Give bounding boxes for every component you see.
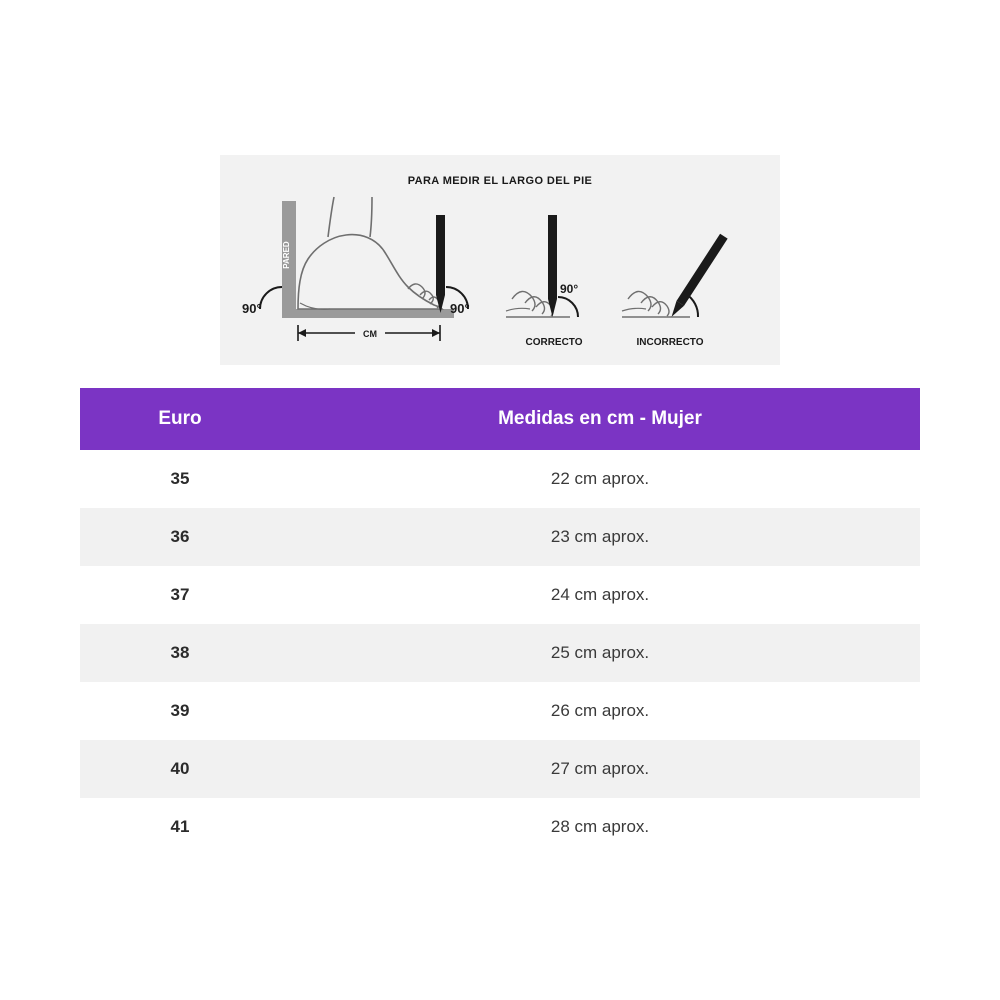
table-row: [80, 624, 920, 682]
cell-cm: 24 cm aprox.: [550, 585, 650, 604]
pencil-tilted: [668, 234, 728, 319]
angle-label-left: 90°: [242, 301, 262, 316]
table-header: [80, 388, 920, 450]
cell-cm: 28 cm aprox.: [550, 817, 650, 836]
header-measurements: Medidas en cm - Mujer: [280, 388, 920, 450]
cell-euro: 38: [170, 643, 190, 662]
header-euro: Euro: [80, 388, 280, 450]
foot-outline: [298, 235, 442, 309]
cell-euro: 36: [170, 527, 190, 546]
angle-arc-left: [260, 287, 282, 309]
table-body: [80, 450, 920, 856]
cm-arrow-left: [298, 329, 306, 337]
pencil-tip-correct: [548, 299, 557, 317]
table-row: [80, 508, 920, 566]
angle-label-right: 90°: [450, 301, 470, 316]
pencil-body-left: [436, 215, 445, 295]
table-row: [80, 566, 920, 624]
cell-euro: 35: [170, 469, 190, 488]
cm-arrow-right: [432, 329, 440, 337]
pencil-body-incorrect: [677, 234, 728, 306]
cell-cm: 27 cm aprox.: [550, 759, 650, 778]
cell-euro: 39: [170, 701, 190, 720]
cell-cm: 23 cm aprox.: [550, 527, 650, 546]
cell-cm: 22 cm aprox.: [550, 469, 650, 488]
foot-measure-diagram: [220, 193, 780, 363]
cell-euro: 40: [170, 759, 190, 778]
incorrect-foot-edge: [622, 308, 646, 311]
table-row: [80, 450, 920, 508]
incorrect-label: INCORRECTO: [636, 337, 704, 348]
correct-foot-edge: [506, 308, 530, 311]
correct-label: CORRECTO: [525, 337, 583, 348]
cell-euro: 37: [170, 585, 190, 604]
leg-line-back: [328, 197, 334, 237]
table-row: [80, 740, 920, 798]
leg-line-front: [370, 197, 372, 237]
cm-label: CM: [363, 329, 377, 339]
table-row: [80, 682, 920, 740]
wall-label: PARED: [282, 241, 291, 269]
cell-cm: 26 cm aprox.: [550, 701, 650, 720]
size-table: [80, 388, 920, 856]
angle-label-correct: 90°: [560, 282, 579, 296]
diagram-title: PARA MEDIR EL LARGO DEL PIE: [407, 175, 593, 187]
table-row: [80, 798, 920, 856]
pencil-body-correct: [548, 215, 557, 299]
cell-euro: 41: [170, 817, 190, 836]
measure-diagram-panel: [220, 155, 780, 365]
table-header-row: [80, 388, 920, 450]
toe-1: [408, 284, 425, 299]
angle-arc-correct: [558, 297, 578, 317]
cell-cm: 25 cm aprox.: [550, 643, 650, 662]
floor-shape: [282, 309, 454, 318]
